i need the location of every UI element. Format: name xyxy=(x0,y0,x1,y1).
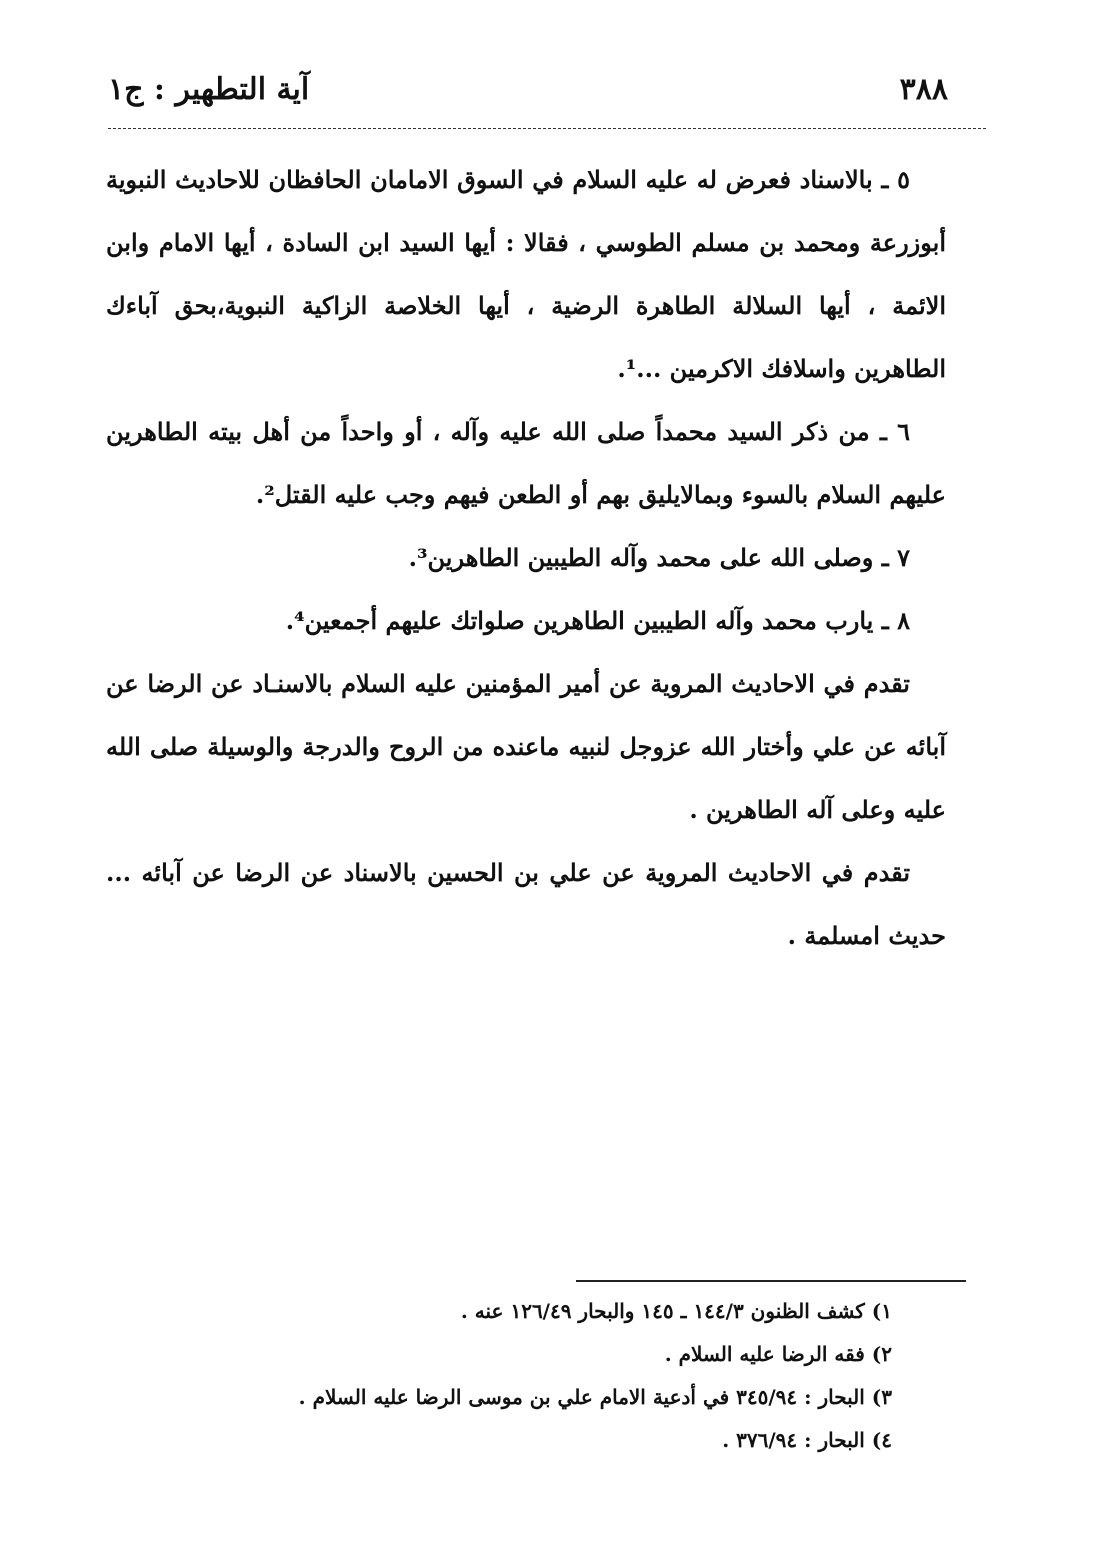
page-header xyxy=(108,72,948,122)
footnote-4: ٤) البحار : ٣٧٦/٩٤ . xyxy=(722,1428,892,1452)
paragraph-item-7: ٧ ـ وصلى الله على محمد وآله الطيبين الطاهرين³. xyxy=(408,543,910,572)
header-divider xyxy=(108,128,986,129)
paragraph-item-6: ٦ ـ من ذكر السيد محمداً صلى الله عليه وآله ، أو واحداً من أهل بيته الطاهرين عليهم السلام بالسوء وبمالايليق بهم أو الطعن فيهم وجب عليه القتل². xyxy=(106,417,946,509)
paragraph-item-5: ٥ ـ بالاسناد فعرض له عليه السلام في السوق الامامان الحافظان للاحاديث النبوية أبوزرعة ومحمد بن مسلم الطوسي ، فقالا : أيها السيد ابن السادة ، أيها الامام وابن الائمة ، أيها السلالة الطاهرة الرضية ، أيها الخلاصة الزاكية النبوية،بحق آباءك الطاهرين واسلافك الاكرمين ...¹. xyxy=(106,165,946,383)
footnote-1: ١) كشف الظنون ١٤٤/٣ ـ ١٤٥ والبحار ١٢٦/٤٩ عنه . xyxy=(460,1299,892,1323)
footnote-2: ٢) فقه الرضا عليه السلام . xyxy=(664,1342,892,1366)
footnote-3: ٣) البحار : ٣٤٥/٩٤ في أدعية الامام علي بن موسى الرضا عليه السلام . xyxy=(298,1385,892,1409)
paragraph-reference-1: تقدم في الاحاديث المروية عن أمير المؤمنين عليه السلام بالاسنـاد عن الرضا عن آبائه عن علي وأختار الله عزوجل لنبيه ماعنده من الروح والدرجة والوسيلة صلى الله عليه وعلى آله الطاهرين . xyxy=(106,669,946,824)
main-text xyxy=(106,148,946,967)
running-title: آية التطهير : ج١ xyxy=(108,72,310,107)
footnote-divider xyxy=(576,1280,966,1282)
paragraph-item-8: ٨ ـ يارب محمد وآله الطيبين الطاهرين صلواتك عليهم أجمعين⁴. xyxy=(285,606,910,635)
page-number: ٣٨٨ xyxy=(899,72,948,107)
footnotes xyxy=(172,1290,892,1462)
paragraph-reference-2: تقدم في الاحاديث المروية عن علي بن الحسين بالاسناد عن الرضا عن آبائه ... حديث امسلمة . xyxy=(106,858,946,950)
